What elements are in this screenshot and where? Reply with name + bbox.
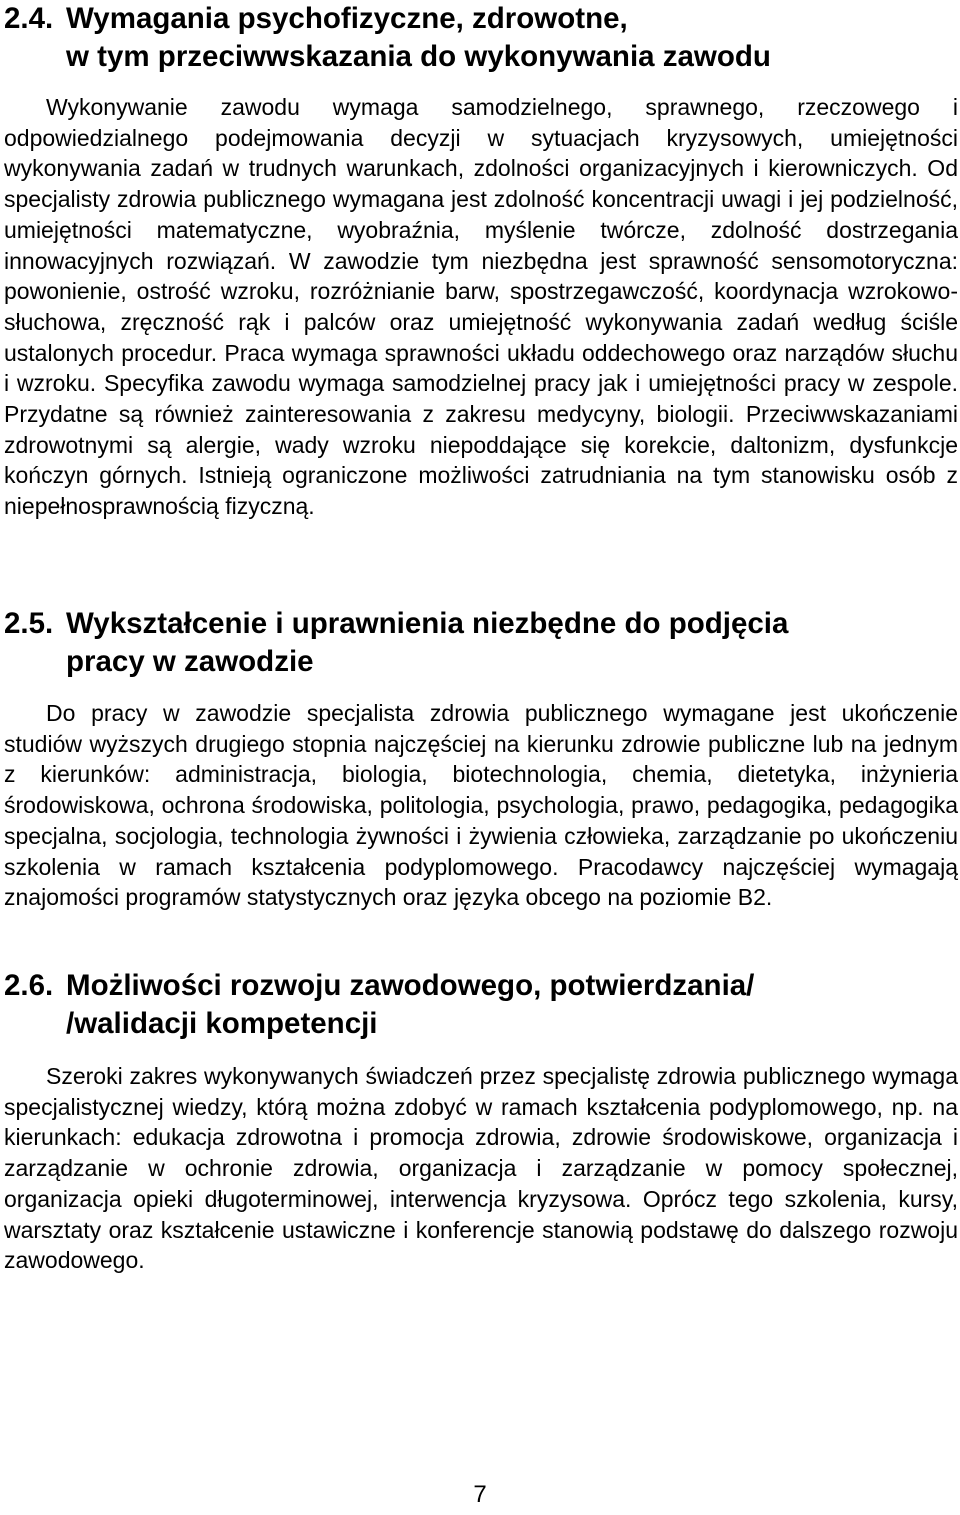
- section-body-text: Szeroki zakres wykonywanych świadczeń przez specjalistę zdrowia publicznego wymaga specjalistycznej wiedzy, którą można zdobyć w ramach kształcenia podyplomowego, np. na kierunkach: edukacja zdrowotna i promocja zdrowia, zdrowie środowiskowe, organizacja i zarządzanie w ochronie zdrowia, organizacja i zarządzanie w pomocy społecznej, organizacja opieki długoterminowej, interwencja kryzysowa. Oprócz tego szkolenia, kursy, warsztaty oraz kształcenie ustawiczne i konferencje stanowią podstawę do dalszego rozwoju zawodowego.: [4, 1063, 958, 1274]
- section-paragraph: [4, 92, 958, 522]
- section-heading: [4, 967, 958, 1043]
- section-2-6: [4, 967, 958, 1276]
- section-paragraph: [4, 1061, 958, 1276]
- section-body-text: Do pracy w zawodzie specjalista zdrowia publicznego wymagane jest ukończenie studiów wyższych drugiego stopnia najczęściej na kierunku zdrowie publiczne lub na jednym z kierunków: administracja, biologia, biotechnologia, chemia, dietetyka, inżynieria środowiskowa, ochrona środowiska, politologia, psychologia, prawo, pedagogika, pedagogika specjalna, socjologia, technologia żywności i żywienia człowieka, zarządzanie po ukończeniu szkolenia w ramach kształcenia podyplomowego. Pracodawcy najczęściej wymagają znajomości programów statystycznych oraz języka obcego na poziomie B2.: [4, 700, 958, 911]
- section-paragraph: [4, 698, 958, 913]
- section-2-4: [4, 0, 958, 522]
- section-2-5: [4, 605, 958, 913]
- section-number: 2.6.: [4, 969, 54, 1002]
- section-number: 2.5.: [4, 607, 54, 640]
- section-title-line-2: w tym przeciwwskazania do wykonywania zawodu: [66, 40, 771, 73]
- page-number: 7: [473, 1481, 487, 1508]
- section-title-line-1: Wykształcenie i uprawnienia niezbędne do podjęcia: [66, 607, 789, 640]
- section-title-line-2: /walidacji kompetencji: [66, 1007, 378, 1040]
- section-title-line-1: Możliwości rozwoju zawodowego, potwierdzania/: [66, 969, 755, 1002]
- section-heading: [4, 605, 958, 681]
- section-number: 2.4.: [4, 2, 54, 35]
- section-title-line-2: pracy w zawodzie: [66, 645, 314, 678]
- section-heading: [4, 0, 958, 76]
- section-body-text: Wykonywanie zawodu wymaga samodzielnego, sprawnego, rzeczowego i odpowiedzialnego podejmowania decyzji w sytuacjach kryzysowych, umiejętności wykonywania zadań w trudnych warunkach, zdolności organizacyjnych i kierowniczych. Od specjalisty zdrowia publicznego wymagana jest zdolność koncentracji uwagi i jej podzielność, umiejętności matematyczne, wyobraźnia, myślenie twórcze, zdolność dostrzegania innowacyjnych rozwiązań. W zawodzie tym niezbędna jest sprawność sensomotoryczna: powonienie, ostrość wzroku, rozróżnianie barw, spostrzegawczość, koordynacja wzrokowo-słuchowa, zręczność rąk i palców oraz umiejętność wykonywania zadań według ściśle ustalonych procedur. Praca wymaga sprawności układu oddechowego oraz narządów słuchu i wzroku. Specyfika zawodu wymaga samodzielnej pracy jak i umiejętności pracy w zespole. Przydatne są również zainteresowania z zakresu medycyny, biologii. Przeciwwskazaniami zdrowotnymi są alergie, wady wzroku niepoddające się korekcie, daltonizm, dysfunkcje kończyn górnych. Istnieją ograniczone możliwości zatrudniania na tym stanowisku osób z niepełnosprawnością fizyczną.: [4, 94, 958, 520]
- section-title-line-1: Wymagania psychofizyczne, zdrowotne,: [66, 2, 628, 35]
